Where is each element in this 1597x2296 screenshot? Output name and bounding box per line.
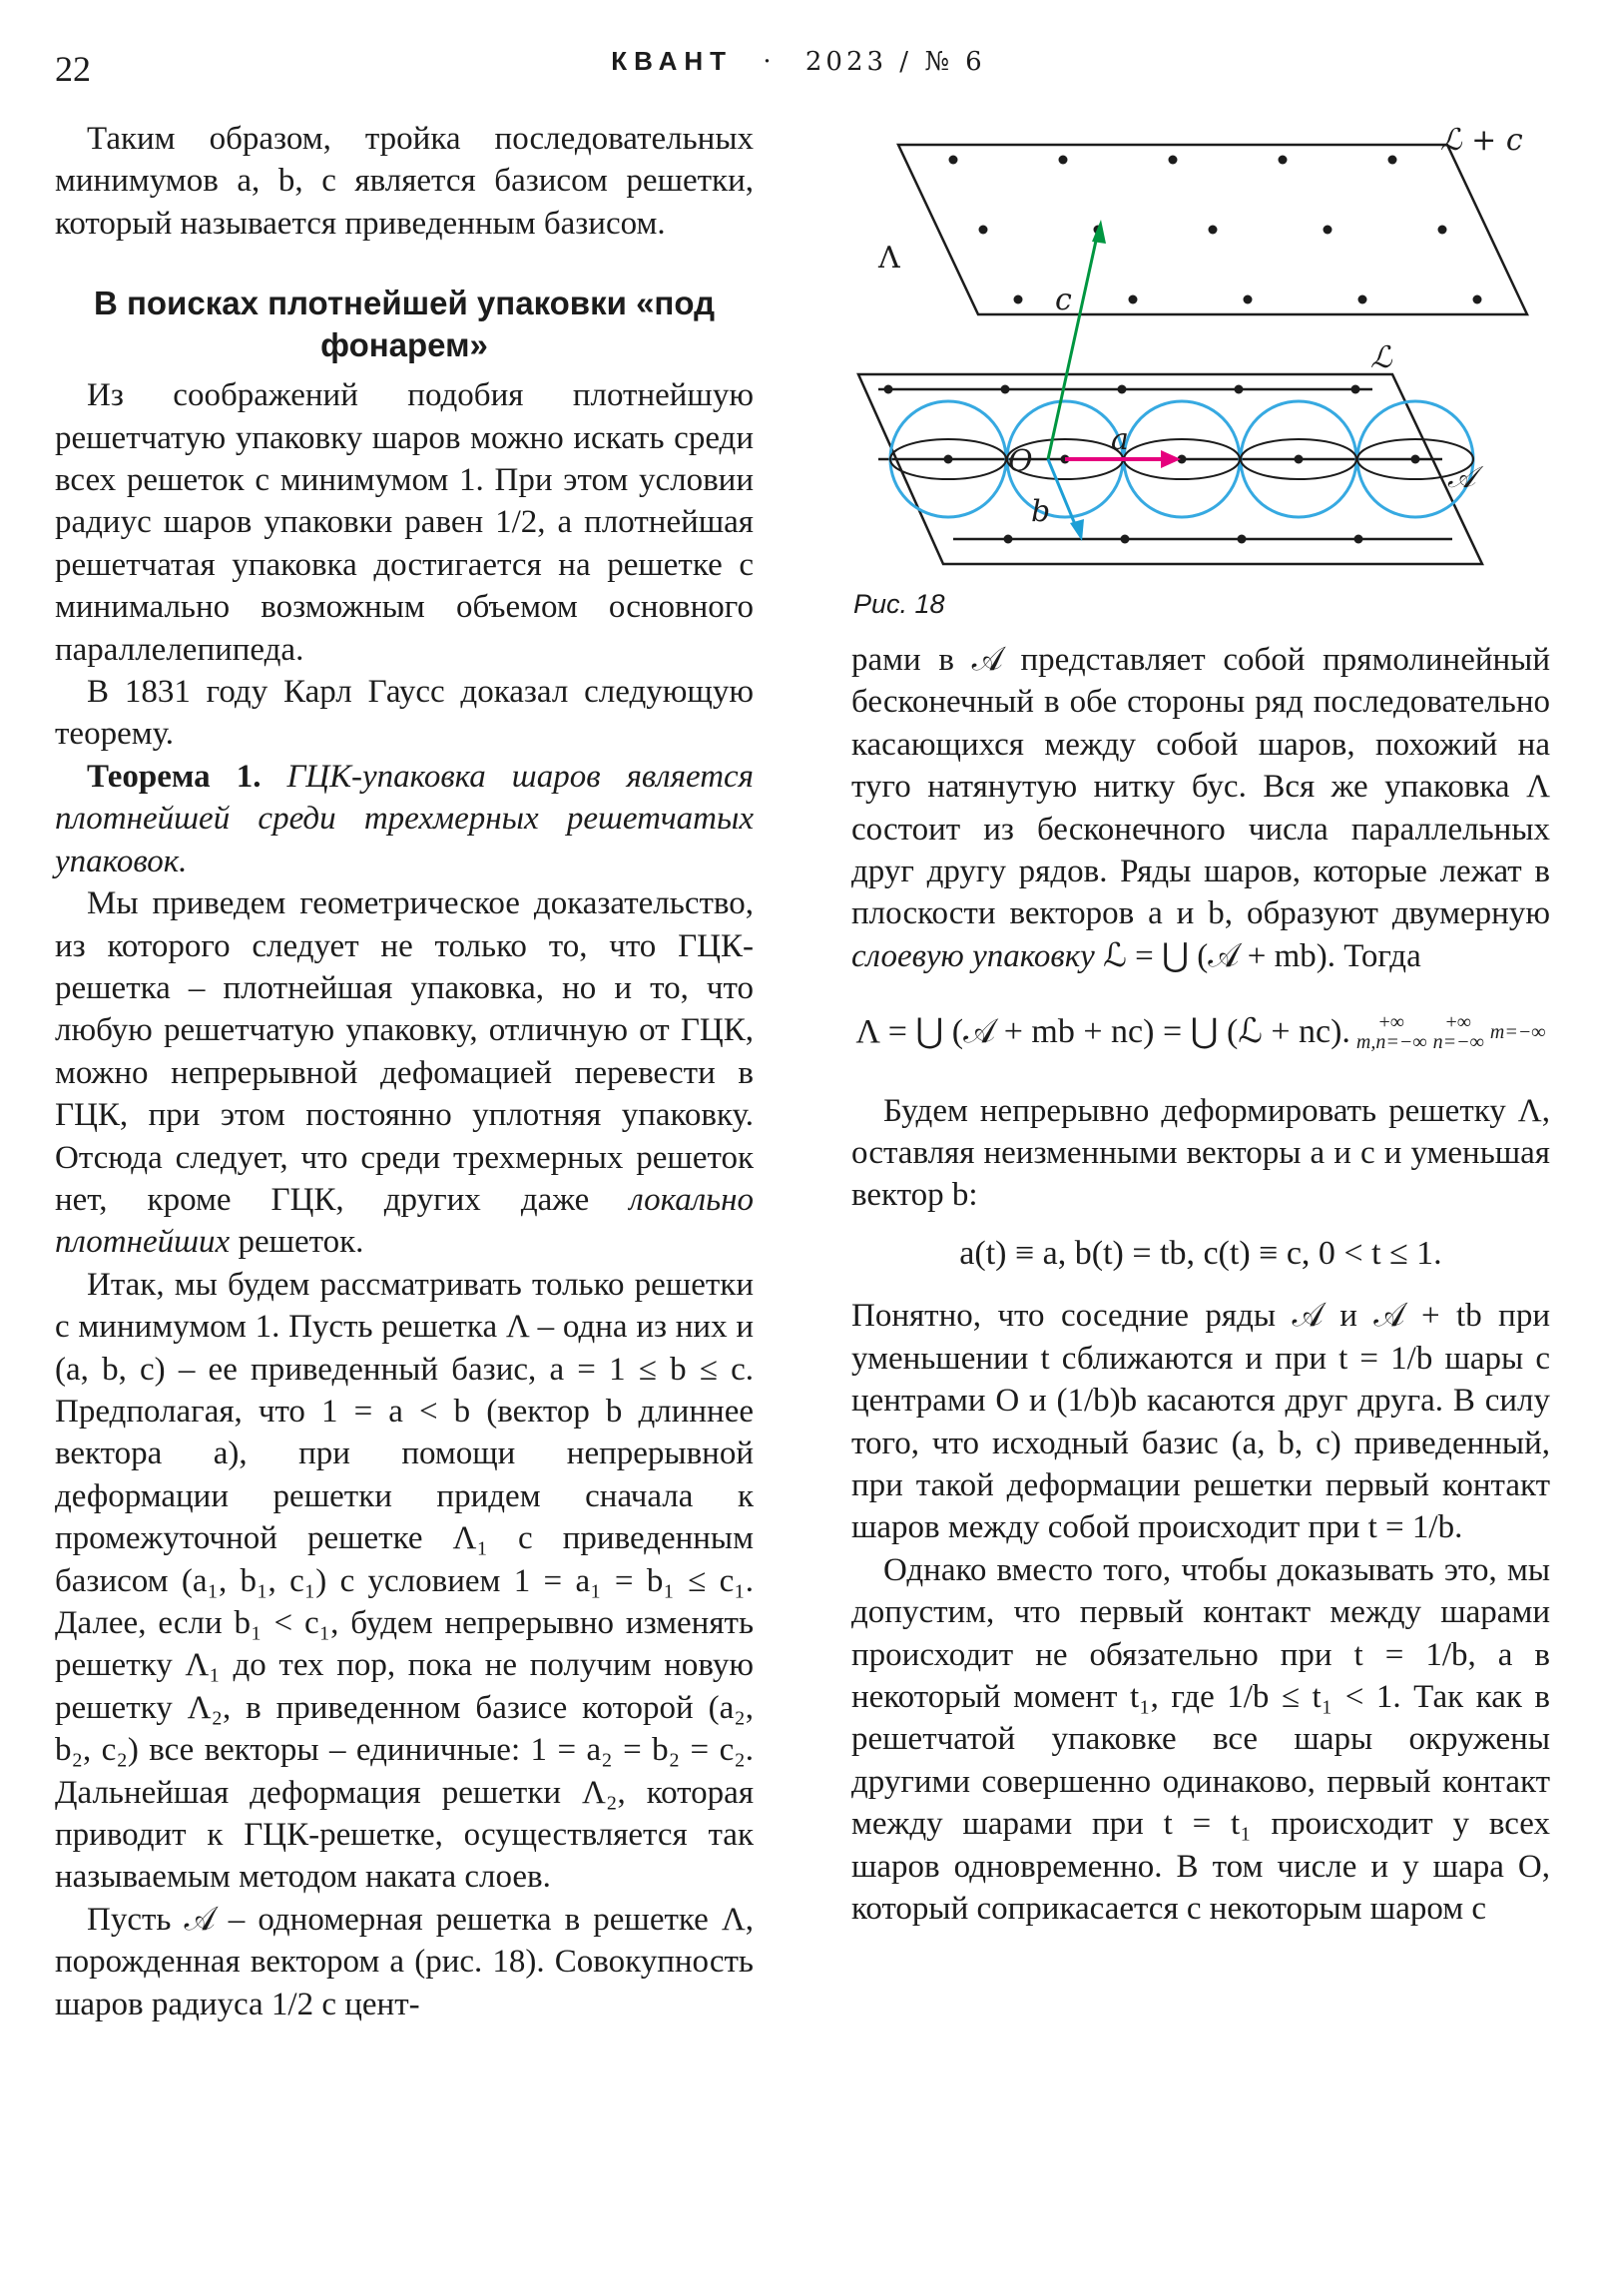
theorem-label: Теорема 1. [87,758,262,795]
label-top-plane: ℒ + c [1440,123,1523,158]
label-middle-plane: ℒ [1370,340,1392,375]
union-limits [1490,1022,1546,1042]
emphasis-text: слоевую упаковку [851,937,1095,974]
figure-18 [843,120,1562,579]
paragraph: Итак, мы будем рассматривать только решетки с минимумом 1. Пусть решетка Λ – одна из них и (a, b, c) – ее приведенный базис, a = 1 ≤ b ≤ c. Предполагая, что 1 = a < b (вектор b длиннее вектора a), при помощи непрерывной деформации решетки придем сначала к промежуточной решетке Λ₁ с приведенным базисом (a₁, b₁, c₁) с условием 1 = a₁ = b₁ ≤ c₁. Далее, если b₁ < c₁, будем непрерывно изменять решетку Λ₁ до тех пор, пока не получим новую решетку Λ₂, в приведенном базисе которой (a₂, b₂, c₂) все векторы – единичные: 1 = a₂ = b₂ = c₂. Дальнейшая деформация решетки Λ₂, которая приводит к ГЦК-решетке, осуществляется так называемым методом наката слоев. [55,1266,754,1896]
vector-a-arrowhead [1161,450,1181,468]
right-column [851,639,1550,1930]
vector-c-line [1048,232,1098,459]
paragraph: Понятно, что соседние ряды 𝒜 и 𝒜 + tb при уменьшении t сближаются и при t = 1/b шары с центрами O и (1/b)b касаются друг друга. В силу того, что исходный базис (a, b, c) приведенный, при такой деформации решетки первый контакт шаров между собой происходит при t = 1/b. [851,1298,1550,1546]
journal-issue: 2023 / № 6 [804,47,986,77]
union-limits [1433,1012,1484,1052]
union-lower-limit: n=−∞ [1432,1031,1484,1054]
union-lower-limit: m,n=−∞ [1355,1031,1427,1054]
page-number: 22 [55,49,91,89]
label-vector-c: c [1055,283,1072,317]
left-column [55,118,754,2025]
label-row: 𝒜 [1447,460,1476,495]
paragraph: Пусть 𝒜 – одномерная решетка в решетке Λ, порожденная вектором a (рис. 18). Совокупность шаров радиуса 1/2 с цент- [55,1901,754,2022]
paragraph: Таким образом, тройка последовательных минимумов a, b, c является базисом решетки, который называется приведенным базисом. [55,121,754,242]
theorem-paragraph [55,756,754,882]
paragraph: Будем непрерывно деформировать решетку Λ, оставляя неизменными векторы a и c и уменьшая вектор b: [851,1092,1550,1214]
union-upper-limit: +∞ [1445,1011,1472,1034]
label-lattice: Λ [878,241,900,276]
label-origin: O [1008,444,1033,479]
equation-lambda-text: Λ = ⋃ (𝒜 + mb + nc) = ⋃ (ℒ + nc). [855,1013,1350,1051]
top-plane-points [949,156,1482,304]
formula-layer-union: ℒ = ⋃ (𝒜 + mb). Тогда [1103,937,1421,974]
journal-name: КВАНТ [611,46,734,76]
paragraph [55,882,754,1264]
emphasis-text: локально плотнейших [55,1181,754,1261]
label-vector-a: a [1111,422,1129,457]
theorem-text: ГЦК-упаковка шаров является плотнейшей среди трехмерных решетчатых упаковок. [55,758,755,879]
vector-b-arrowhead [1070,519,1084,541]
union-lower-limit: m=−∞ [1489,1021,1546,1044]
equation-lambda [851,1011,1550,1053]
paragraph: В 1831 году Карл Гаусс доказал следующую теорему. [55,674,754,753]
paragraph [851,639,1550,977]
figure-caption: Рис. 18 [853,589,945,619]
equation-deform: a(t) ≡ a, b(t) = tb, c(t) ≡ c, 0 < t ≤ 1. [959,1234,1442,1272]
label-vector-b: b [1031,494,1051,529]
paragraph-text: Мы приведем геометрическое доказательство, из которого следует не только то, что ГЦК-решетка – плотнейшая упаковка, но и то, что любую решетчатую упаковку, отличную от ГЦК, можно непрерывной дефомацией перевести в ГЦК, при этом постоянно уплотняя упаковку. Отсюда следует, что среди трехмерных решеток нет, кроме ГЦК, других даже [55,885,754,1218]
vector-b-line [1048,459,1077,529]
journal-title-line [0,46,1597,77]
union-upper-limit: +∞ [1378,1011,1405,1034]
paragraph-text: рами в 𝒜 представляет собой прямолинейный бесконечный в обе стороны ряд последовательно касающихся между собой шаров, похожий на туго натянутую нитку бус. Вся же упаковка Λ состоит из бесконечного числа параллельных друг другу рядов. Ряды шаров, которые лежат в плоскости векторов a и b, образуют двумерную [851,642,1550,932]
paragraph: Однако вместо того, чтобы доказывать это, мы допустим, что первый контакт между шарами происходит не обязательно при t = 1/b, а в некоторый момент t₁, где 1/b ≤ t₁ < 1. Так как в решетчатой упаковке все шары окружены другими совершенно одинаково, первый контакт между шарами при t = t₁ происходит у всех шаров одновременно. В том числе и у шара O, который соприкасается с некоторым шаром с [851,1551,1550,1927]
union-limits [1356,1012,1427,1052]
section-heading: В поисках плотнейшей упаковки «под фонарем» [93,285,716,364]
header-separator: · [763,47,776,77]
paragraph-text: решеток. [238,1224,364,1261]
page-header [0,40,1597,90]
paragraph: Из соображений подобия плотнейшую решетчатую упаковку шаров можно искать среди всех решеток с минимумом 1. При этом условии радиус шаров упаковки равен 1/2, а плотнейшая решетчатая упаковка достигается на решетке с минимально возможным объемом основного параллелепипеда. [55,377,754,668]
